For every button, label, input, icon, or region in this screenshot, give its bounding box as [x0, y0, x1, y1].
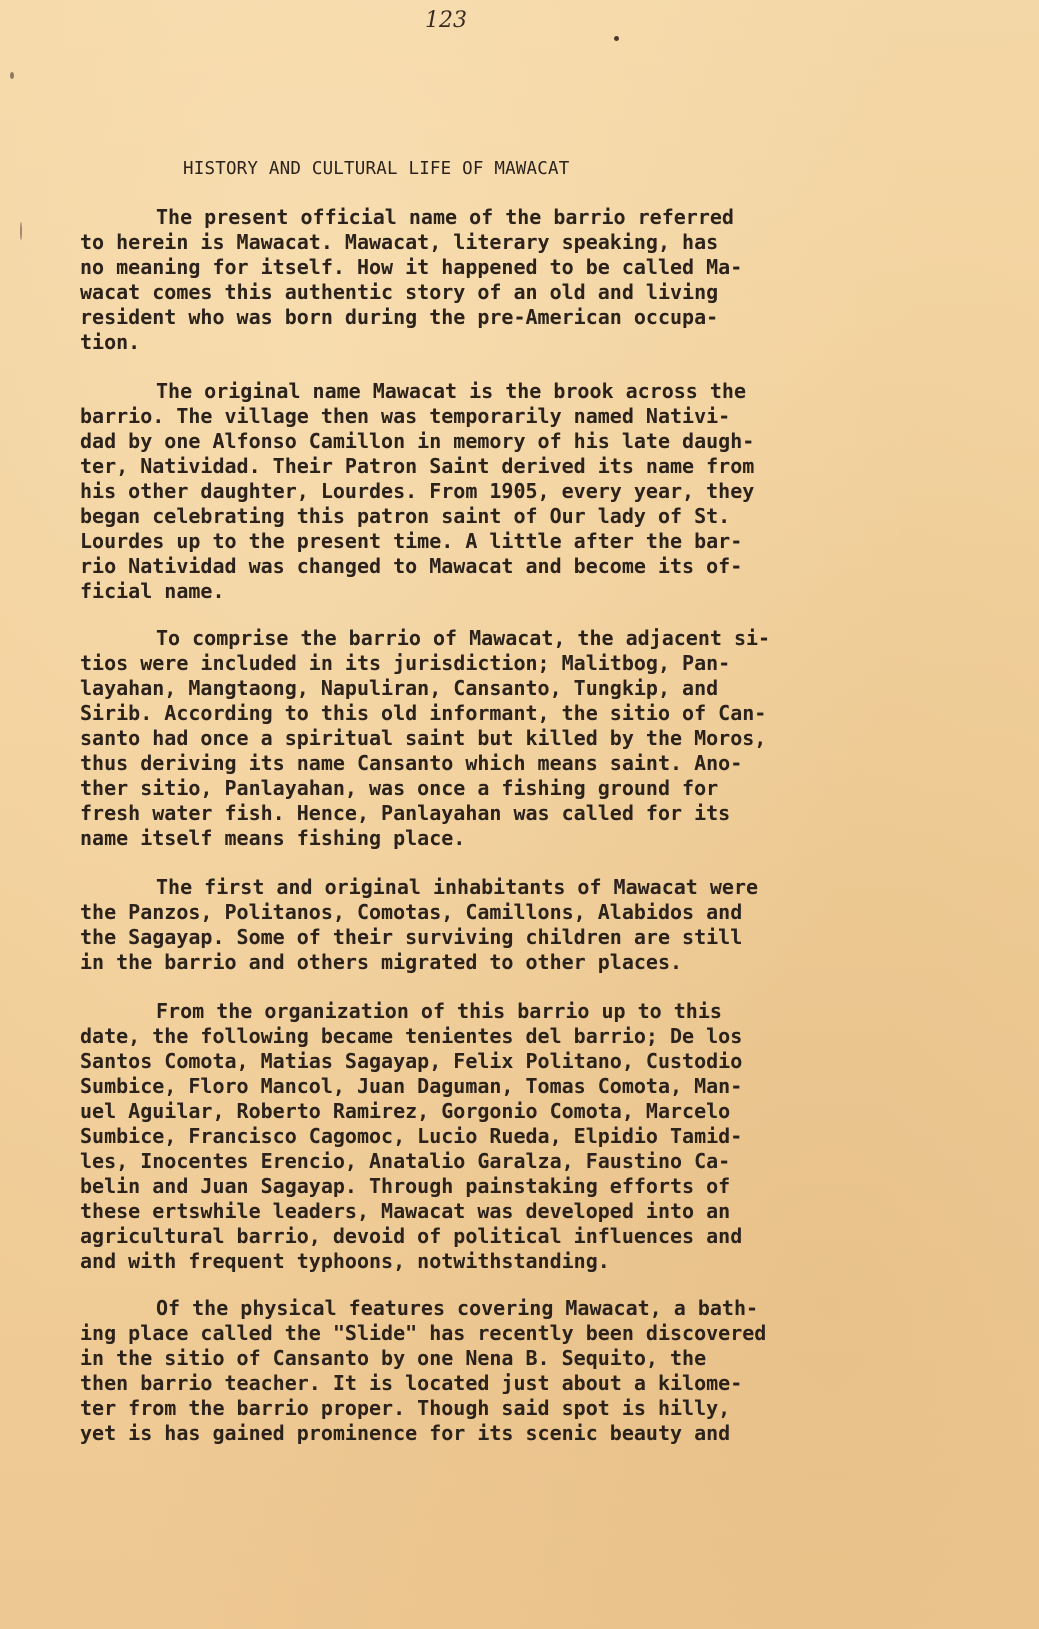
- text-line: the Panzos, Politanos, Comotas, Camillons, Alabidos and: [80, 900, 743, 924]
- paragraph-official-name: [80, 205, 980, 355]
- text-line: no meaning for itself. How it happened to be called Ma-: [80, 255, 743, 279]
- text-line: then barrio teacher. It is located just about a kilome-: [80, 1371, 743, 1395]
- text-line: rio Natividad was changed to Mawacat and become its of-: [80, 554, 743, 578]
- text-line: santo had once a spiritual saint but killed by the Moros,: [80, 726, 767, 750]
- paragraph-tenientes: [80, 999, 980, 1274]
- text-line: ficial name.: [80, 579, 225, 603]
- text-line: The first and original inhabitants of Mawacat were: [156, 875, 759, 899]
- text-line: to herein is Mawacat. Mawacat, literary speaking, has: [80, 230, 719, 254]
- paragraph-inhabitants: [80, 875, 980, 975]
- text-line: date, the following became tenientes del barrio; De los: [80, 1024, 743, 1048]
- text-line: resident who was born during the pre-American occupa-: [80, 305, 719, 329]
- text-line: Lourdes up to the present time. A little after the bar-: [80, 529, 743, 553]
- paragraph-sitios: [80, 626, 980, 851]
- page-number: 123: [425, 8, 467, 33]
- text-line: wacat comes this authentic story of an old and living: [80, 280, 719, 304]
- text-line: les, Inocentes Erencio, Anatalio Garalza, Faustino Ca-: [80, 1149, 731, 1173]
- text-line: these ertswhile leaders, Mawacat was developed into an: [80, 1199, 731, 1223]
- text-line: yet is has gained prominence for its scenic beauty and: [80, 1421, 731, 1445]
- text-line: barrio. The village then was temporarily named Nativi-: [80, 404, 731, 428]
- page-title: HISTORY AND CULTURAL LIFE OF MAWACAT: [183, 159, 570, 179]
- text-line: To comprise the barrio of Mawacat, the adjacent si-: [156, 626, 771, 650]
- text-line: dad by one Alfonso Camillon in memory of his late daugh-: [80, 429, 755, 453]
- text-line: and with frequent typhoons, notwithstanding.: [80, 1249, 610, 1273]
- text-line: in the barrio and others migrated to other places.: [80, 950, 683, 974]
- text-line: belin and Juan Sagayap. Through painstaking efforts of: [80, 1174, 731, 1198]
- text-line: Sirib. According to this old informant, the sitio of Can-: [80, 701, 767, 725]
- body-text: [80, 205, 980, 1446]
- text-line: name itself means fishing place.: [80, 826, 466, 850]
- text-line: ter, Natividad. Their Patron Saint derived its name from: [80, 454, 755, 478]
- text-line: fresh water fish. Hence, Panlayahan was called for its: [80, 801, 731, 825]
- text-line: ter from the barrio proper. Though said spot is hilly,: [80, 1396, 731, 1420]
- text-line: agricultural barrio, devoid of political influences and: [80, 1224, 743, 1248]
- text-line: The original name Mawacat is the brook across the: [156, 379, 747, 403]
- text-line: Sumbice, Francisco Cagomoc, Lucio Rueda, Elpidio Tamid-: [80, 1124, 743, 1148]
- text-line: the Sagayap. Some of their surviving children are still: [80, 925, 743, 949]
- paragraph-physical-features: [80, 1296, 980, 1446]
- text-line: Santos Comota, Matias Sagayap, Felix Politano, Custodio: [80, 1049, 743, 1073]
- text-line: The present official name of the barrio referred: [156, 205, 734, 229]
- text-line: Sumbice, Floro Mancol, Juan Daguman, Tomas Comota, Man-: [80, 1074, 743, 1098]
- margin-mark: [20, 222, 22, 240]
- text-line: layahan, Mangtaong, Napuliran, Cansanto, Tungkip, and: [80, 676, 719, 700]
- paragraph-original-name: [80, 379, 980, 604]
- text-line: tion.: [80, 330, 141, 354]
- text-line: tios were included in its jurisdiction; Malitbog, Pan-: [80, 651, 731, 675]
- text-line: ther sitio, Panlayahan, was once a fishing ground for: [80, 776, 719, 800]
- text-line: From the organization of this barrio up to this: [156, 999, 722, 1023]
- text-line: his other daughter, Lourdes. From 1905, every year, they: [80, 479, 755, 503]
- margin-mark: [10, 72, 14, 79]
- text-line: thus deriving its name Cansanto which means saint. Ano-: [80, 751, 743, 775]
- text-line: began celebrating this patron saint of Our lady of St.: [80, 504, 731, 528]
- text-line: Of the physical features covering Mawacat, a bath-: [156, 1296, 759, 1320]
- text-line: uel Aguilar, Roberto Ramirez, Gorgonio Comota, Marcelo: [80, 1099, 731, 1123]
- ink-dot: [614, 36, 619, 41]
- text-line: in the sitio of Cansanto by one Nena B. Sequito, the: [80, 1346, 707, 1370]
- text-line: ing place called the "Slide" has recently been discovered: [80, 1321, 767, 1345]
